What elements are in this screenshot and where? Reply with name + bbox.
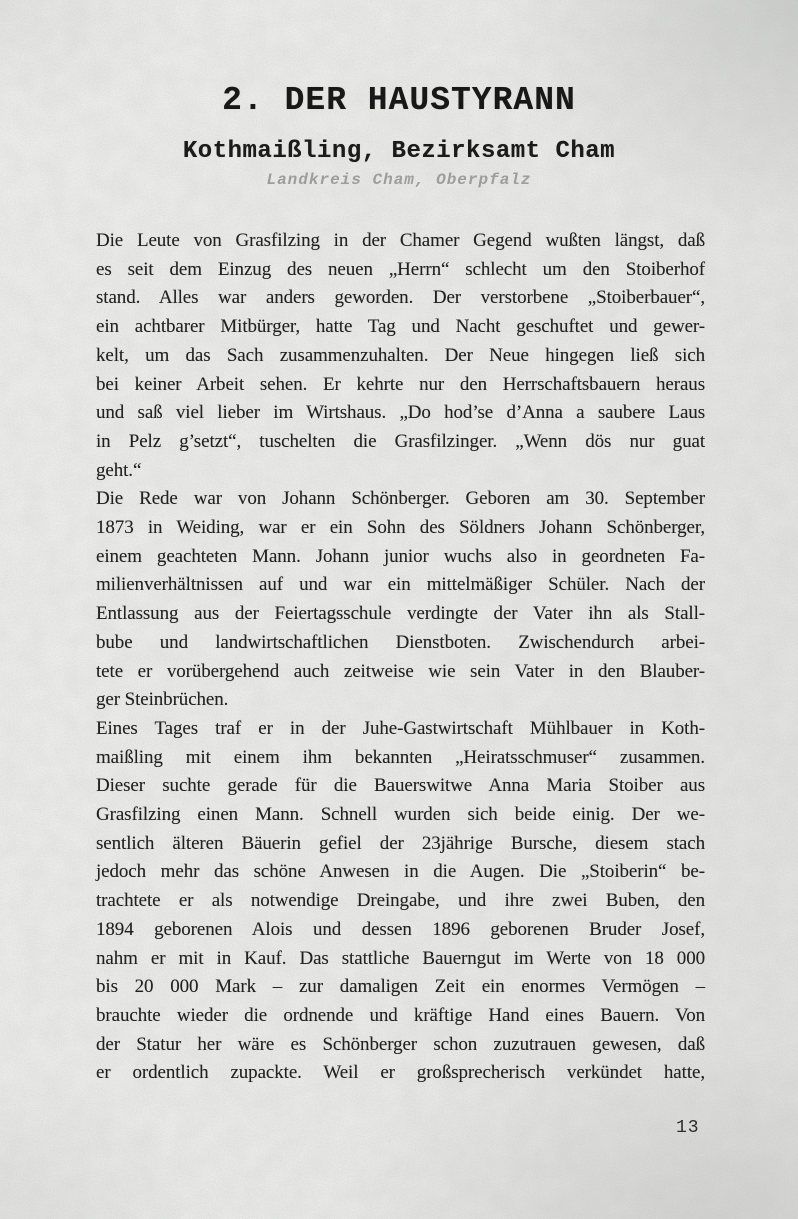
text-line: Grasfilzing einen Mann. Schnell wurden sich beide einig. Der we- — [96, 804, 705, 826]
page-number: 13 — [676, 1118, 700, 1138]
text-line: milienverhältnissen auf und war ein mittelmäßiger Schüler. Nach der — [96, 574, 705, 596]
chapter-subtitle: Kothmaißling, Bezirksamt Cham — [182, 138, 616, 165]
text-line: einem geachteten Mann. Johann junior wuchs also in geordneten Fa- — [96, 545, 705, 567]
text-line: ein achtbarer Mitbürger, hatte Tag und Nacht geschuftet und gewer- — [96, 316, 705, 338]
text-line: und saß viel lieber im Wirtshaus. „Do hod’se d’Anna a saubere Laus — [96, 402, 705, 424]
text-line: der Statur her wäre es Schönberger schon zuzutrauen gewesen, daß — [96, 1033, 705, 1055]
text-line: es seit dem Einzug des neuen „Herrn“ schlecht um den Stoiberhof — [96, 258, 705, 280]
text-line: 1873 in Weiding, war er ein Sohn des Söldners Johann Schönberger, — [96, 517, 705, 539]
chapter-title: 2. DER HAUSTYRANN — [222, 82, 576, 119]
body-text — [96, 227, 705, 1088]
text-line: Eines Tages traf er in der Juhe-Gastwirtschaft Mühlbauer in Koth- — [96, 717, 705, 739]
text-line: bube und landwirtschaftlichen Dienstboten. Zwischendurch arbei- — [96, 631, 705, 653]
text-line: tete er vorübergehend auch zeitweise wie sein Vater in den Blauber- — [96, 660, 705, 682]
text-line: Die Rede war von Johann Schönberger. Geboren am 30. September — [96, 488, 705, 510]
text-line: ger Steinbrüchen. — [96, 689, 229, 711]
text-line: Dieser suchte gerade für die Bauerswitwe Anna Maria Stoiber aus — [96, 775, 705, 797]
text-line: bis 20 000 Mark – zur damaligen Zeit ein enormes Vermögen – — [96, 976, 705, 998]
text-line: nahm er mit in Kauf. Das stattliche Bauerngut im Werte von 18 000 — [96, 947, 705, 969]
text-line: brauchte wieder die ordnende und kräftige Hand eines Bauern. Von — [96, 1004, 705, 1026]
chapter-location: Landkreis Cham, Oberpfalz — [266, 171, 532, 189]
text-line: jedoch mehr das schöne Anwesen in die Augen. Die „Stoiberin“ be- — [96, 861, 705, 883]
text-line: trachtete er als notwendige Dreingabe, und ihre zwei Buben, den — [96, 890, 705, 912]
text-line: Entlassung aus der Feiertagsschule verdingte der Vater ihn als Stall- — [96, 603, 705, 625]
text-line: er ordentlich zupackte. Weil er großsprecherisch verkündet hatte, — [96, 1062, 705, 1084]
text-line: maißling mit einem ihm bekannten „Heiratsschmuser“ zusammen. — [96, 746, 705, 768]
text-line: Die Leute von Grasfilzing in der Chamer Gegend wußten längst, daß — [96, 230, 705, 251]
text-line: kelt, um das Sach zusammenzuhalten. Der Neue hingegen ließ sich — [96, 344, 705, 366]
text-line: geht.“ — [96, 459, 142, 481]
text-line: in Pelz g’setzt“, tuschelten die Grasfilzinger. „Wenn dös nur guat — [96, 430, 705, 452]
text-line: stand. Alles war anders geworden. Der verstorbene „Stoiberbauer“, — [96, 287, 705, 309]
text-line: sentlich älteren Bäuerin gefiel der 23jährige Bursche, diesem stach — [96, 832, 705, 854]
text-line: 1894 geborenen Alois und dessen 1896 geborenen Bruder Josef, — [96, 918, 705, 940]
text-line: bei keiner Arbeit sehen. Er kehrte nur den Herrschaftsbauern heraus — [96, 373, 705, 395]
